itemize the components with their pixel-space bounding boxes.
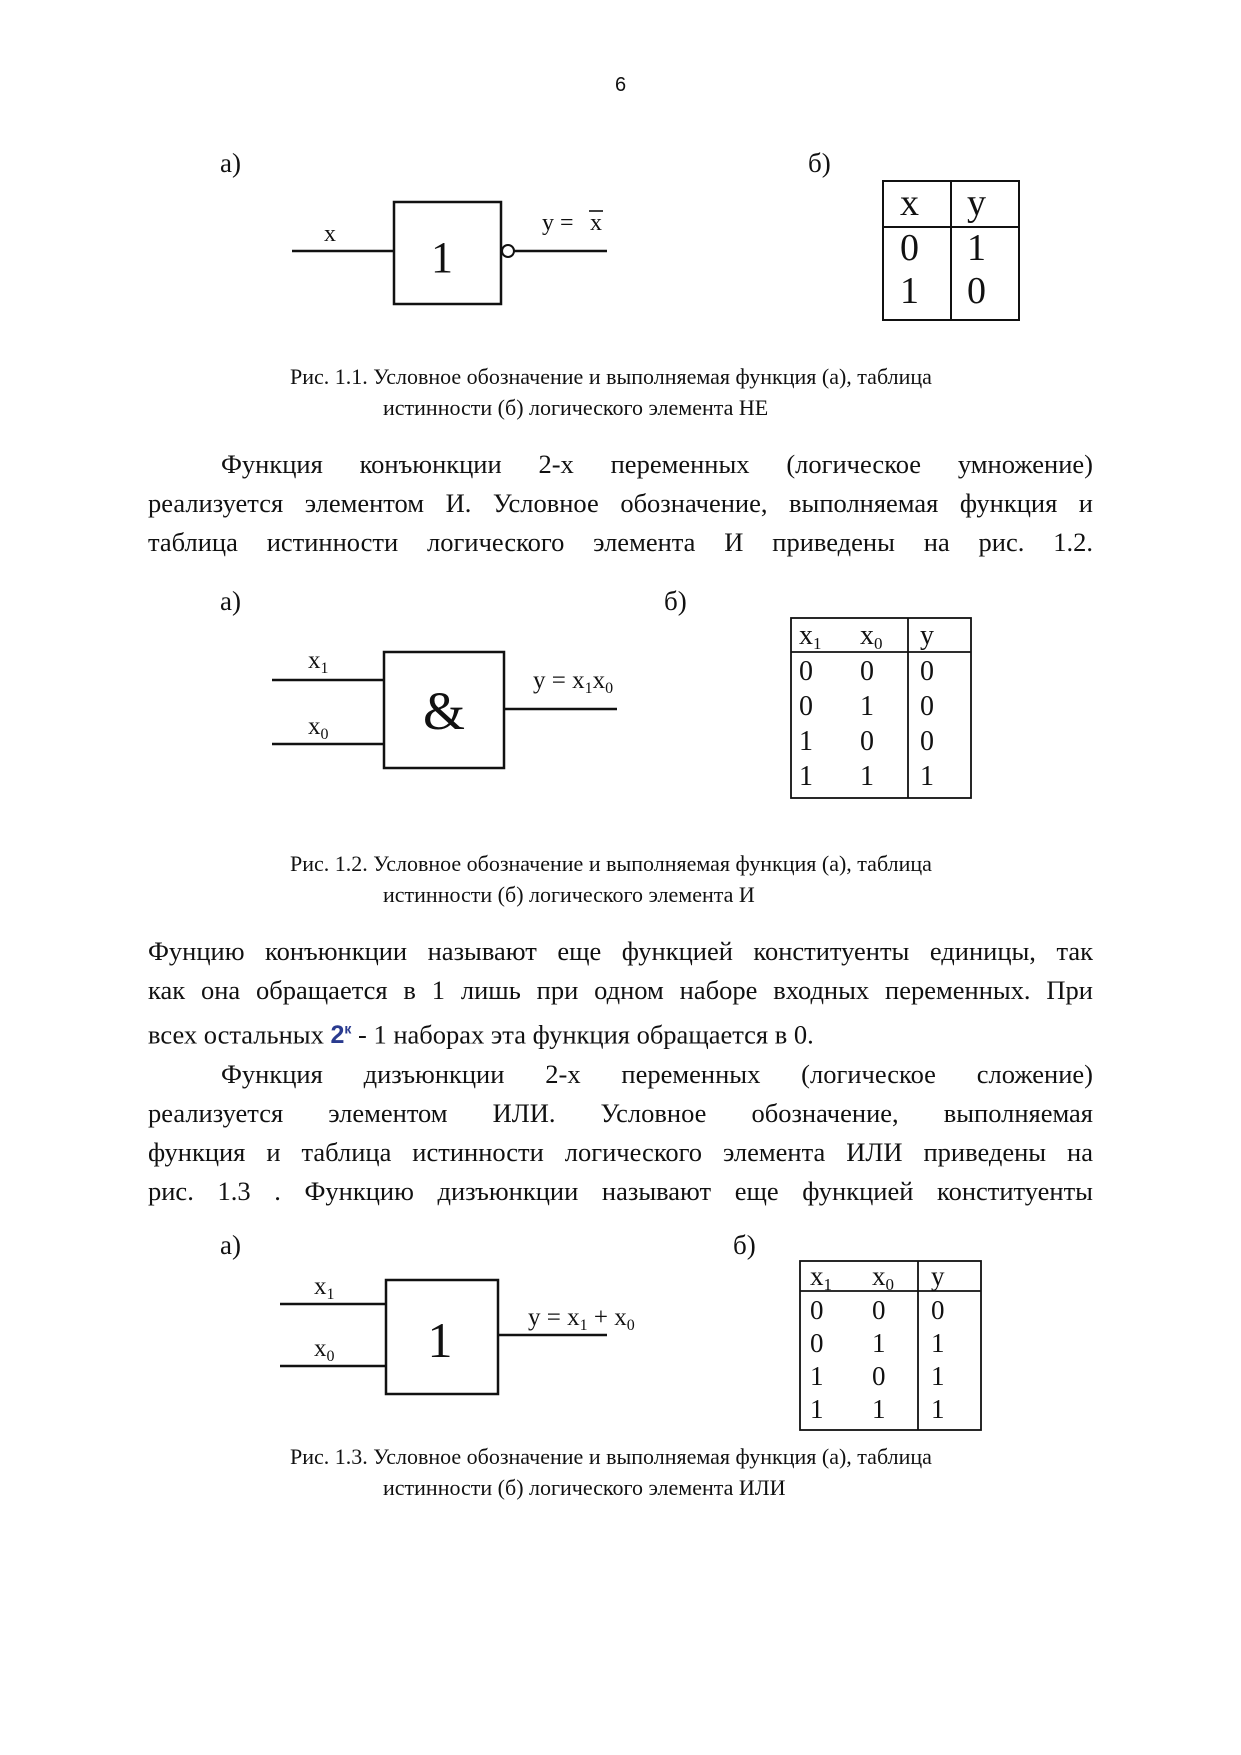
fig1-truth-table (870, 172, 1030, 332)
fig1-label-b: б) (808, 148, 831, 178)
fig2-in0-label: $x_0$ (308, 713, 329, 743)
table-cell: 1 (872, 1328, 886, 1358)
fig3-in1-label: $x_1$ (314, 1273, 335, 1303)
table-cell: 0 (920, 726, 934, 757)
paragraph-line: Функция конъюнкции 2-х переменных (логическое умножение) (221, 449, 1093, 479)
fig1-gate-symbol: 1 (431, 233, 453, 282)
table-cell: 1 (920, 761, 934, 792)
table-cell: 0 (920, 691, 934, 722)
table-header-cell: y (967, 182, 986, 224)
fig2-gate-symbol: & (422, 681, 466, 741)
table-cell: 0 (872, 1361, 886, 1391)
fig2-label-b: б) (664, 586, 687, 616)
fig3-caption-line2: истинности (б) логического элемента ИЛИ (383, 1475, 786, 1500)
paragraph-line: Фунцию конъюнкции называют еще функцией конституенты единицы, так (148, 936, 1093, 966)
table-header-cell: x0 (872, 1261, 894, 1294)
table-header-cell: x1 (799, 620, 822, 653)
table-cell: 1 (860, 691, 874, 722)
paragraph-constituent-one (148, 932, 1093, 1055)
table-cell: 1 (810, 1394, 824, 1424)
table-header-cell: x (900, 182, 919, 224)
fig1-not-gate-diagram (280, 190, 630, 320)
table-cell: 0 (920, 656, 934, 687)
paragraph-line: всех остальных $2^к - 1$ наборах эта функция обращается в 0. (148, 1019, 814, 1050)
fig2-and-gate-diagram (260, 630, 640, 780)
fig3-output-label: $y = x_1 + x_0$ (528, 1304, 635, 1334)
page-number: 6 (614, 74, 627, 96)
paragraph-line: как она обращается в 1 лишь при одном наборе входных переменных. При (148, 975, 1093, 1005)
table-cell: 0 (900, 227, 919, 269)
table-cell: 1 (810, 1361, 824, 1391)
fig2-in1-label: $x_1$ (308, 647, 329, 677)
fig3-caption-line1: Рис. 1.3. Условное обозначение и выполняемая функция (а), таблица (290, 1444, 932, 1469)
fig1-output-label: y = (542, 210, 574, 236)
fig3-gate-symbol: 1 (427, 1312, 453, 1368)
table-cell: 1 (931, 1328, 945, 1358)
fig1-label-a: а) (220, 148, 241, 178)
table-cell: 1 (799, 761, 813, 792)
fig2-caption (290, 848, 990, 910)
table-cell: 0 (799, 691, 813, 722)
table-header-cell: x1 (810, 1261, 832, 1294)
table-cell: 0 (860, 656, 874, 687)
table-cell: 0 (967, 270, 986, 312)
fig2-caption-line2: истинности (б) логического элемента И (383, 882, 755, 907)
table-cell: 1 (900, 270, 919, 312)
fig3-label-a: а) (220, 1230, 241, 1260)
paragraph-line: реализуется элементом И. Условное обозначение, выполняемая функция и (148, 488, 1093, 518)
table-cell: 1 (967, 227, 986, 269)
fig1-caption-line1: Рис. 1.1. Условное обозначение и выполняемая функция (а), таблица (290, 364, 932, 389)
table-cell: 0 (810, 1295, 824, 1325)
power-expression: $2^к$ (330, 1021, 352, 1050)
table-header-cell: y (931, 1261, 945, 1291)
paragraph-line: функция и таблица истинности логического элемента ИЛИ приведены на (148, 1137, 1093, 1167)
fig1-output-x: x (590, 210, 602, 236)
table-cell: 0 (872, 1295, 886, 1325)
paragraph-line: рис. 1.3 . Функцию дизъюнкции называют еще функцией конституенты (148, 1176, 1093, 1206)
fig2-caption-line1: Рис. 1.2. Условное обозначение и выполняемая функция (а), таблица (290, 851, 932, 876)
fig3-truth-table (790, 1253, 990, 1433)
table-cell: 0 (931, 1295, 945, 1325)
paragraph-conjunction (148, 445, 1093, 562)
fig2-truth-table (780, 610, 980, 805)
fig3-or-gate-diagram (270, 1262, 670, 1412)
paragraph-line: таблица истинности логического элемента И приведены на рис. 1.2. (148, 527, 1093, 557)
fig1-input-label: x (324, 221, 336, 247)
paragraph-disjunction (148, 1055, 1093, 1211)
table-header-cell: x0 (860, 620, 883, 653)
table-cell: 1 (799, 726, 813, 757)
table-cell: 0 (799, 656, 813, 687)
fig2-output-label: $y = x_1x_0$ (533, 667, 614, 697)
table-cell: 1 (860, 761, 874, 792)
paragraph-line: реализуется элементом ИЛИ. Условное обозначение, выполняемая (148, 1098, 1093, 1128)
fig3-in0-label: $x_0$ (314, 1335, 335, 1365)
fig3-label-b: б) (733, 1230, 756, 1260)
table-cell: 1 (931, 1394, 945, 1424)
table-cell: 1 (872, 1394, 886, 1424)
fig1-inversion-bubble (502, 245, 514, 257)
fig1-caption-line2: истинности (б) логического элемента НЕ (383, 395, 769, 420)
table-cell: 0 (810, 1328, 824, 1358)
table-header-cell: y (920, 620, 934, 651)
table-cell: 1 (931, 1361, 945, 1391)
fig1-caption (290, 361, 990, 423)
fig3-caption (290, 1441, 990, 1503)
table-cell: 0 (860, 726, 874, 757)
fig2-label-a: а) (220, 586, 241, 616)
paragraph-line: Функция дизъюнкции 2-х переменных (логическое сложение) (221, 1059, 1093, 1089)
